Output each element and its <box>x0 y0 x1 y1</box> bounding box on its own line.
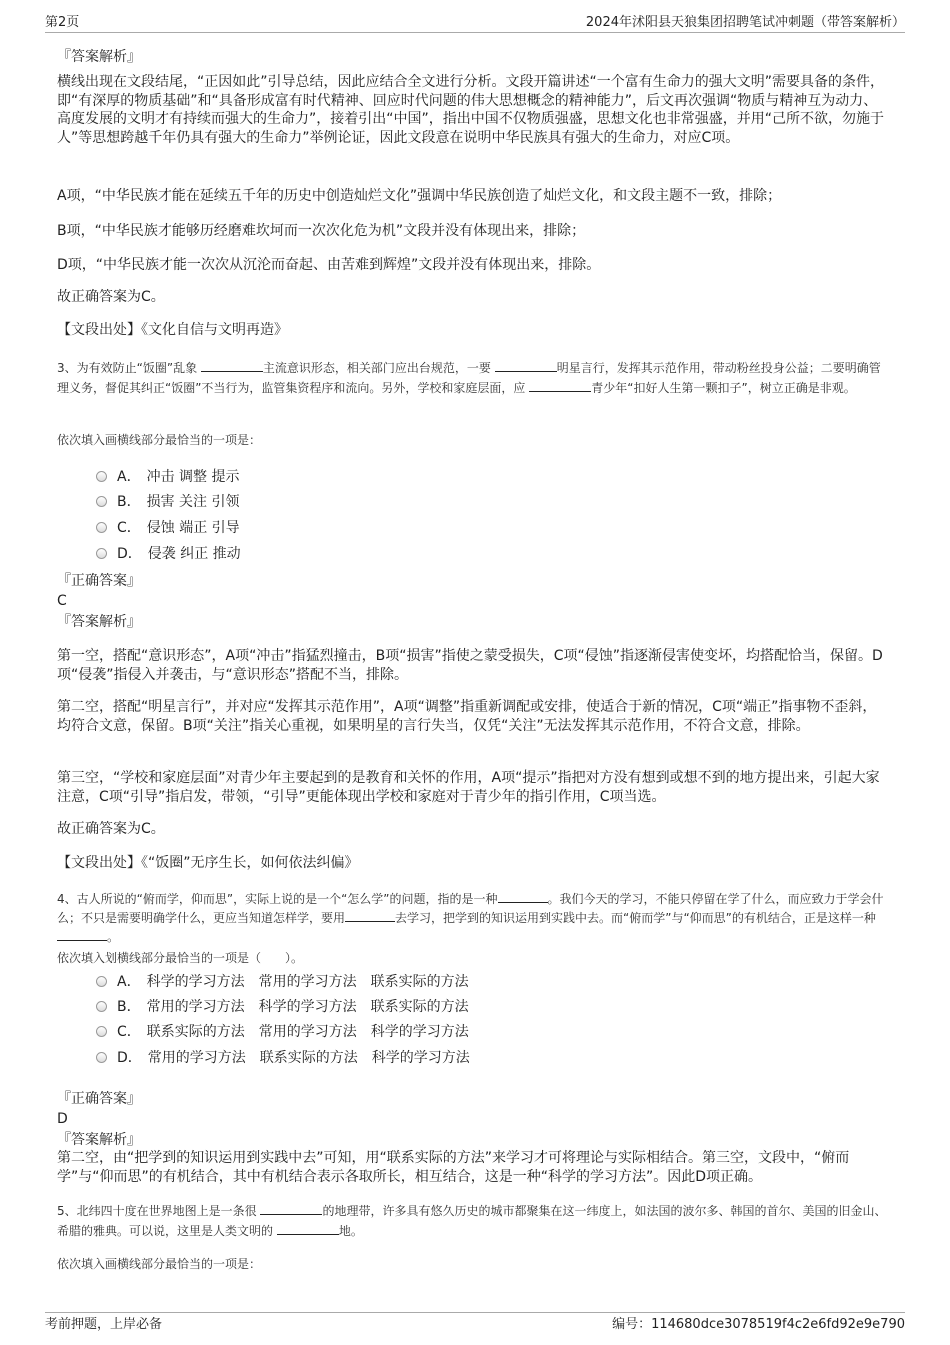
blank <box>57 928 107 941</box>
option-text: 科学的学习方法 <box>146 974 245 990</box>
question-3-stem <box>57 358 887 398</box>
question-5-stem <box>57 1201 887 1241</box>
stem-text: 5、北纬四十度在世界地图上是一条很 <box>57 1204 261 1218</box>
option-text: 科学的学习方法 <box>371 1050 470 1066</box>
option-text: 科学的学习方法 <box>370 1024 469 1040</box>
source: 【文段出处】《“饭圈”无序生长，如何依法纠偏》 <box>57 855 359 871</box>
option-text: 科学的学习方法 <box>258 999 357 1015</box>
analysis-text: 第二空，由“把学到的知识运用到实践中去”可知，用“联系实际的方法”来学习才可将理论与实际相结合。第三空，文段中，“俯而学”与“仰而思”的有机结合，其中有机结合表示各取所长，相互结合，这是一种“科学的学习方法”。因此D项正确。 <box>57 1150 850 1185</box>
radio-icon[interactable] <box>96 496 107 507</box>
radio-icon[interactable] <box>96 471 107 482</box>
footer-slogan: 考前押题，上岸必备 <box>45 1317 163 1332</box>
answer: C <box>57 593 67 609</box>
analysis-paragraph: 第二空，搭配“明星言行”，并对应“发挥其示范作用”，A项“调整”指重新调配或安排，使适合于新的情况，C项“端正”指事物不歪斜，均符合文意，保留。B项“关注”指关心重视，如果明星的言行失当，仅凭“关注”无法发挥其示范作用，不符合文意，排除。 <box>57 699 877 734</box>
blank <box>495 359 557 372</box>
option-d[interactable] <box>96 544 241 564</box>
option-text: 损害 关注 引领 <box>146 494 240 510</box>
option-c[interactable] <box>96 518 240 538</box>
option-text: 联系实际的方法 <box>146 1024 245 1040</box>
radio-icon[interactable] <box>96 522 107 533</box>
stem-text: 主流意识形态，相关部门应出台规范，一要 <box>262 361 495 375</box>
radio-icon[interactable] <box>96 548 107 559</box>
option-b[interactable] <box>96 997 469 1017</box>
analysis-paragraph: 第一空，搭配“意识形态”，A项“冲击”指猛烈撞击，B项“损害”指使之蒙受损失，C项“侵蚀”指逐渐侵害使变坏，均搭配恰当，保留。D项“侵袭”指侵入并袭击，与“意识形态”搭配不当，排除。 <box>57 648 883 683</box>
document-id: 编号：114680dce3078519f4c2e6fd92e9e790 <box>612 1317 905 1332</box>
option-a[interactable] <box>96 467 239 487</box>
option-d-explanation: D项，“中华民族才能一次次从沉沦而奋起、由苦难到辉煌”文段并没有体现出来，排除。 <box>57 257 601 273</box>
option-key: B． <box>117 999 141 1015</box>
document-title: 2024年沭阳县天狼集团招聘笔试冲刺题（带答案解析） <box>585 15 905 30</box>
option-key: D． <box>117 1050 142 1066</box>
conclusion: 故正确答案为C。 <box>57 821 165 837</box>
option-text: 侵袭 纠正 推动 <box>147 546 241 562</box>
question-5-prompt: 依次填入画横线部分最恰当的一项是： <box>57 1257 262 1271</box>
stem-text: 。 <box>107 930 120 944</box>
option-a-explanation: A项，“中华民族才能在延续五千年的历史中创造灿烂文化”强调中华民族创造了灿烂文化，和文段主题不一致，排除； <box>57 188 782 204</box>
option-key: B． <box>117 494 141 510</box>
option-key: D． <box>117 546 142 562</box>
option-key: C． <box>117 1024 141 1040</box>
option-text: 联系实际的方法 <box>259 1050 358 1066</box>
blank <box>260 1202 322 1215</box>
blank <box>277 1222 339 1235</box>
conclusion: 故正确答案为C。 <box>57 289 165 305</box>
analysis-label: 『答案解析』 <box>57 1132 141 1148</box>
stem-text: 3、为有效防止“饭圈”乱象 <box>57 361 201 375</box>
option-text: 联系实际的方法 <box>370 974 469 990</box>
radio-icon[interactable] <box>96 1001 107 1012</box>
stem-text: 青少年“扣好人生第一颗扣子”，树立正确是非观。 <box>591 381 856 395</box>
option-text: 常用的学习方法 <box>258 1024 357 1040</box>
question-3-prompt: 依次填入画横线部分最恰当的一项是： <box>57 433 262 447</box>
option-text: 冲击 调整 提示 <box>146 469 240 485</box>
option-b-explanation: B项，“中华民族才能够历经磨难坎坷而一次次化危为机”文段并没有体现出来，排除； <box>57 223 586 239</box>
radio-icon[interactable] <box>96 1026 107 1037</box>
page-number: 第2页 <box>45 15 80 30</box>
stem-text: 去学习，把学到的知识运用到实践中去。而“俯而学”与“仰而思”的有机结合，正是这样一种 <box>395 911 876 925</box>
option-text: 侵蚀 端正 引导 <box>146 520 240 536</box>
stem-text: 明星言行，发挥其示范作用，带动粉丝投身公益；二要明确管理义务，督促其纠正“饭圈”不当行为，监管集资程序和流向。另外，学校和家庭层面，应 <box>57 361 881 395</box>
source: 【文段出处】《文化自信与文明再造》 <box>57 322 288 338</box>
analysis-label: 『答案解析』 <box>57 614 141 630</box>
option-c[interactable] <box>96 1022 469 1042</box>
option-key: A． <box>117 974 141 990</box>
stem-text: 地。 <box>338 1224 363 1238</box>
option-d[interactable] <box>96 1048 470 1068</box>
stem-text: 的地理带，许多具有悠久历史的城市都聚集在这一纬度上，如法国的波尔多、韩国的首尔、美国的旧金山、希腊的雅典。可以说，这里是人类文明的 <box>57 1204 887 1238</box>
option-text: 联系实际的方法 <box>370 999 469 1015</box>
stem-text: 。我们今天的学习，不能只停留在学了什么，而应致力于学会什么；不只是需要明确学什么，更应当知道怎样学，要用 <box>57 892 884 925</box>
analysis-text: 横线出现在文段结尾，“正因如此”引导总结，因此应结合全文进行分析。文段开篇讲述“一个富有生命力的强大文明”需要具备的条件，即“有深厚的物质基础”和“具备形成富有时代精神、回应时代问题的伟大思想概念的精神能力”，后文再次强调“物质与精神互为动力、高度发展的文明才有持续而强大的生命力”，接着引出“中国”，指出中国不仅物质强盛，思想文化也非常强盛，并用“己所不欲，勿施于人”等思想跨越千年仍具有强大的生命力”举例论证，因此文段意在说明中华民族具有强大的生命力，对应C项。 <box>57 74 885 146</box>
blank <box>529 379 591 392</box>
blank <box>345 909 395 922</box>
radio-icon[interactable] <box>96 976 107 987</box>
option-b[interactable] <box>96 492 240 512</box>
stem-text: 4、古人所说的“俯而学，仰而思”，实际上说的是一个“怎么学”的问题，指的是一种 <box>57 892 498 906</box>
radio-icon[interactable] <box>96 1052 107 1063</box>
analysis-label: 『答案解析』 <box>57 49 141 65</box>
option-a[interactable] <box>96 972 469 992</box>
header-rule <box>45 32 905 33</box>
answer-label: 『正确答案』 <box>57 1091 141 1107</box>
question-4-stem <box>57 890 887 947</box>
question-4-prompt: 依次填入划横线部分最恰当的一项是（ ）。 <box>57 951 304 965</box>
answer-label: 『正确答案』 <box>57 573 141 589</box>
option-text: 常用的学习方法 <box>258 974 357 990</box>
option-key: A． <box>117 469 141 485</box>
blank <box>201 359 263 372</box>
analysis-paragraph: 第三空，“学校和家庭层面”对青少年主要起到的是教育和关怀的作用，A项“提示”指把对方没有想到或想不到的地方提出来，引起大家注意，C项“引导”指启发，带领，“引导”更能体现出学校和家庭对于青少年的指引作用，C项当选。 <box>57 770 880 805</box>
option-text: 常用的学习方法 <box>147 1050 246 1066</box>
option-text: 常用的学习方法 <box>146 999 245 1015</box>
option-key: C． <box>117 520 141 536</box>
blank <box>498 890 548 903</box>
answer: D <box>57 1111 68 1127</box>
